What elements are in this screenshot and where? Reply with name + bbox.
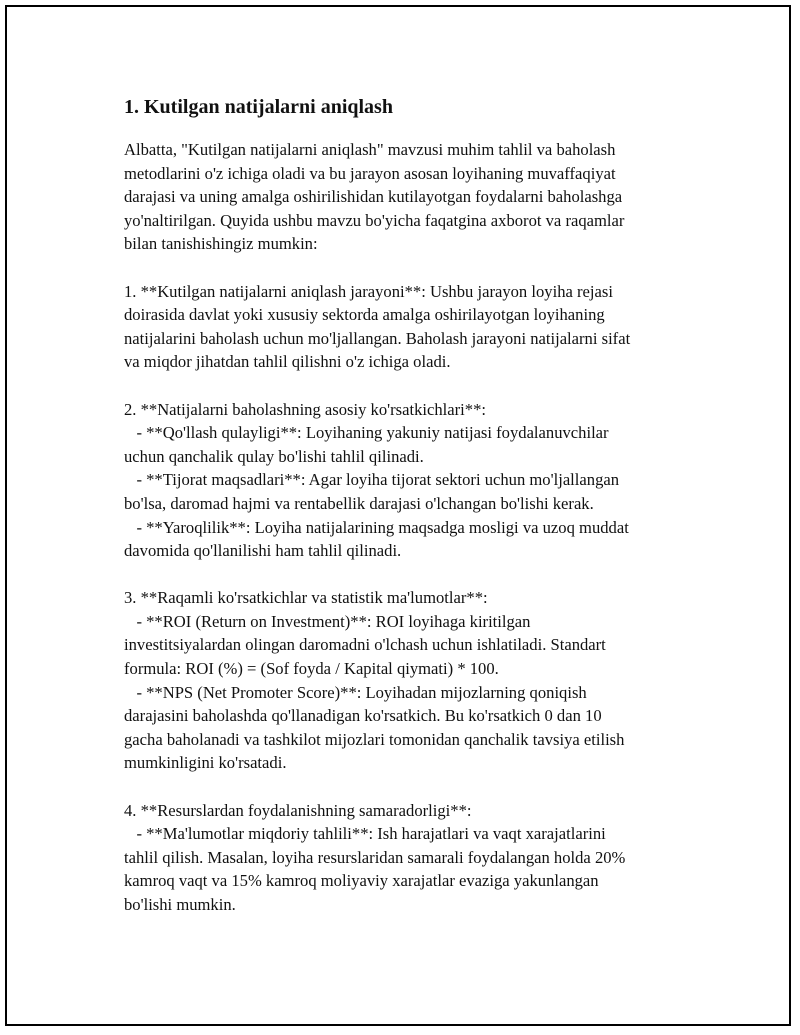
spacer — [124, 256, 704, 280]
text-line: natijalarini baholash uchun mo'ljallangan. Baholash jarayoni natijalarni sifat — [124, 328, 631, 348]
text-line: 3. **Raqamli ko'rsatkichlar va statistik ma'lumotlar**: — [124, 588, 488, 608]
text-line: 4. **Resurslardan foydalanishning samaradorligi**: — [124, 800, 472, 820]
text-line: tahlil qilish. Masalan, loyiha resurslaridan samarali foydalangan holda 20% — [124, 847, 626, 867]
text-line: yo'naltirilgan. Quyida ushbu mavzu bo'yicha faqatgina axborot va raqamlar — [124, 210, 625, 230]
text-line: bilan tanishishingiz mumkin: — [124, 234, 318, 254]
text-line: bo'lishi mumkin. — [124, 895, 236, 914]
section-4 — [124, 799, 704, 917]
text-line: investitsiyalardan olingan daromadni o'lchash uchun ishlatiladi. Standart — [124, 635, 606, 655]
intro-paragraph — [124, 138, 704, 256]
text-line: formula: ROI (%) = (Sof foyda / Kapital qiymati) * 100. — [124, 659, 499, 679]
text-line: va miqdor jihatdan tahlil qilishni o'z ichiga oladi. — [124, 352, 451, 372]
text-line: bo'lsa, daromad hajmi va rentabellik darajasi o'lchangan bo'lishi kerak. — [124, 493, 594, 513]
text-line: darajasini baholashda qo'llanadigan ko'rsatkich. Bu ko'rsatkich 0 dan 10 — [124, 706, 602, 726]
text-line: doirasida davlat yoki xususiy sektorda amalga oshirilayotgan loyihaning — [124, 305, 605, 325]
text-line: - **NPS (Net Promoter Score)**: Loyihadan mijozlarning qoniqish — [124, 682, 587, 702]
text-line: gacha baholanadi va tashkilot mijozlari tomonidan qanchalik tavsiya etilish — [124, 729, 625, 749]
document-body — [124, 95, 704, 917]
section-3 — [124, 586, 704, 775]
text-line: kamroq vaqt va 15% kamroq moliyaviy xarajatlar evaziga yakunlangan — [124, 871, 599, 891]
text-line: darajasi va uning amalga oshirilishidan kutilayotgan foydalarni baholashga — [124, 187, 623, 207]
text-line: Albatta, "Kutilgan natijalarni aniqlash" mavzusi muhim tahlil va baholash — [124, 140, 616, 159]
section-1 — [124, 280, 704, 374]
text-line: - **Ma'lumotlar miqdoriy tahlili**: Ish harajatlari va vaqt xarajatlarini — [124, 824, 606, 844]
spacer — [124, 374, 704, 398]
text-line: uchun qanchalik qulay bo'lishi tahlil qilinadi. — [124, 446, 424, 466]
spacer — [124, 563, 704, 587]
spacer — [124, 775, 704, 799]
page-frame — [5, 5, 791, 1026]
text-line: mumkinligini ko'rsatadi. — [124, 753, 287, 773]
text-line: - **ROI (Return on Investment)**: ROI loyihaga kiritilgan — [124, 611, 531, 631]
text-line: - **Qo'llash qulayligi**: Loyihaning yakuniy natijasi foydalanuvchilar — [124, 423, 609, 443]
page-title: 1. Kutilgan natijalarni aniqlash — [124, 96, 393, 118]
text-line: 2. **Natijalarni baholashning asosiy ko'rsatkichlari**: — [124, 399, 486, 419]
text-line: davomida qo'llanilishi ham tahlil qilinadi. — [124, 541, 402, 561]
text-line: - **Tijorat maqsadlari**: Agar loyiha tijorat sektori uchun mo'ljallangan — [124, 470, 620, 490]
text-line: 1. **Kutilgan natijalarni aniqlash jarayoni**: Ushbu jarayon loyiha rejasi — [124, 281, 613, 301]
text-line: - **Yaroqlilik**: Loyiha natijalarining maqsadga mosligi va uzoq muddat — [124, 517, 629, 537]
text-line: metodlarini o'z ichiga oladi va bu jarayon asosan loyihaning muvaffaqiyat — [124, 163, 616, 183]
section-2 — [124, 398, 704, 563]
